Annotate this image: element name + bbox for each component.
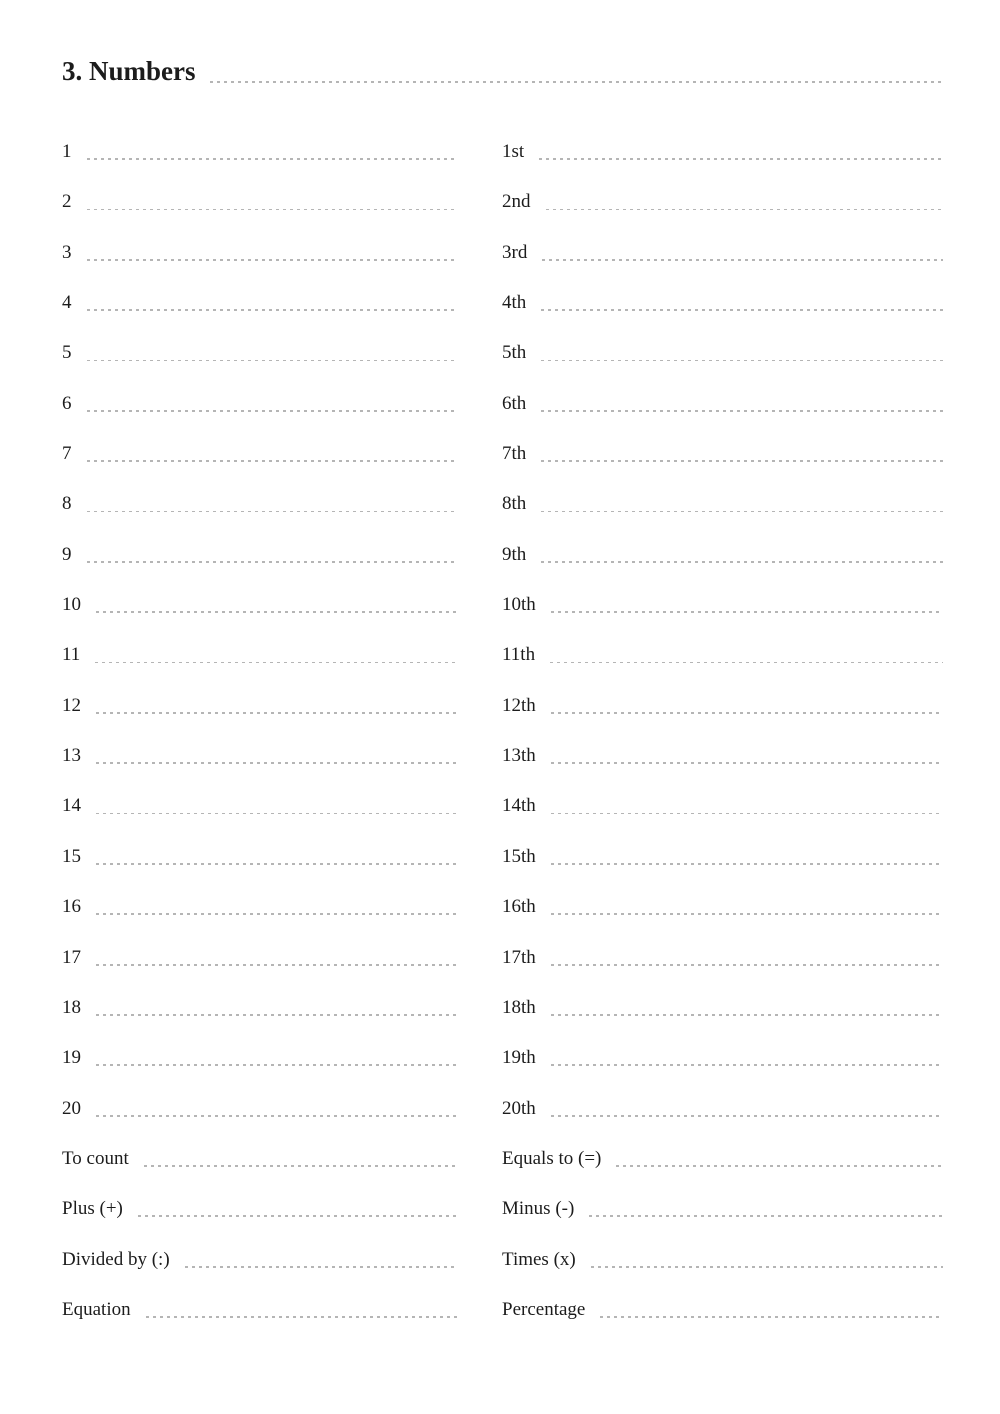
blank-line-13 — [96, 762, 458, 764]
row-5 — [62, 329, 458, 379]
label-1: 1 — [62, 141, 72, 162]
row-to-count — [62, 1135, 458, 1185]
row-1 — [62, 128, 458, 178]
label-4: 4 — [62, 292, 72, 314]
row-12th — [502, 682, 943, 732]
row-8 — [62, 480, 458, 530]
blank-line-19th — [551, 1064, 943, 1066]
label-3: 3 — [62, 241, 72, 263]
label-4th: 4th — [502, 292, 527, 314]
row-19th — [502, 1034, 943, 1084]
label-divided-by: Divided by (:) — [62, 1248, 170, 1270]
label-minus: Minus (-) — [502, 1198, 575, 1220]
row-13th — [502, 732, 943, 782]
row-5th — [502, 329, 943, 379]
blank-line-4th — [541, 309, 943, 311]
label-16th: 16th — [502, 896, 536, 918]
row-20th — [502, 1085, 943, 1135]
label-1st: 1st — [502, 141, 525, 162]
row-3rd — [502, 229, 943, 279]
label-13th: 13th — [502, 745, 536, 767]
row-15 — [62, 833, 458, 883]
row-6th — [502, 380, 943, 430]
blank-line-17 — [96, 964, 458, 966]
row-8th — [502, 480, 943, 530]
blank-line-5 — [87, 360, 459, 362]
label-plus: Plus (+) — [62, 1198, 123, 1220]
blank-line-8 — [87, 511, 459, 513]
two-column-layout — [62, 128, 943, 1336]
label-13: 13 — [62, 745, 81, 767]
label-19: 19 — [62, 1047, 81, 1069]
row-16th — [502, 883, 943, 933]
label-18: 18 — [62, 996, 81, 1018]
label-16: 16 — [62, 896, 81, 918]
blank-line-3rd — [542, 259, 943, 261]
label-12: 12 — [62, 694, 81, 716]
label-equals-to: Equals to (=) — [502, 1147, 602, 1169]
row-7 — [62, 430, 458, 480]
blank-line-17th — [551, 964, 943, 966]
row-19 — [62, 1034, 458, 1084]
label-20th: 20th — [502, 1097, 536, 1119]
section-header — [62, 57, 943, 85]
row-4th — [502, 279, 943, 329]
blank-line-16 — [96, 913, 458, 915]
row-20 — [62, 1085, 458, 1135]
row-18 — [62, 984, 458, 1034]
label-18th: 18th — [502, 996, 536, 1018]
row-10th — [502, 581, 943, 631]
row-1st — [502, 128, 943, 178]
blank-line-20 — [96, 1115, 458, 1117]
row-11 — [62, 631, 458, 681]
label-equation: Equation — [62, 1298, 131, 1320]
blank-line-8th — [541, 511, 943, 513]
blank-line-16th — [551, 913, 943, 915]
label-9: 9 — [62, 543, 72, 565]
blank-line-4 — [87, 309, 459, 311]
ordinal-numbers-column — [502, 128, 943, 1336]
blank-line-15th — [551, 863, 943, 865]
blank-line-19 — [96, 1064, 458, 1066]
label-15th: 15th — [502, 845, 536, 867]
blank-line-equation — [146, 1316, 458, 1318]
row-equation — [62, 1286, 458, 1336]
blank-line-20th — [551, 1115, 943, 1117]
cardinal-numbers-column — [62, 128, 458, 1336]
blank-line-minus — [589, 1215, 943, 1217]
row-14 — [62, 782, 458, 832]
blank-line-10 — [96, 611, 458, 613]
label-8th: 8th — [502, 493, 527, 515]
label-11th: 11th — [502, 644, 536, 666]
blank-line-divided-by — [185, 1266, 458, 1268]
label-7th: 7th — [502, 443, 527, 465]
blank-line-2 — [87, 209, 459, 211]
blank-line-12 — [96, 712, 458, 714]
label-14th: 14th — [502, 795, 536, 817]
blank-line-times-x — [591, 1266, 943, 1268]
label-2nd: 2nd — [502, 191, 531, 213]
row-15th — [502, 833, 943, 883]
blank-line-1 — [87, 158, 459, 160]
label-6th: 6th — [502, 392, 527, 414]
row-7th — [502, 430, 943, 480]
label-to-count: To count — [62, 1147, 129, 1169]
label-2: 2 — [62, 191, 72, 213]
page-title: 3. Numbers — [62, 56, 196, 86]
blank-line-2nd — [546, 209, 944, 211]
row-11th — [502, 631, 943, 681]
row-minus — [502, 1185, 943, 1235]
blank-line-percentage — [600, 1316, 943, 1318]
label-times-x: Times (x) — [502, 1248, 576, 1270]
row-equals-to — [502, 1135, 943, 1185]
row-4 — [62, 279, 458, 329]
row-percentage — [502, 1286, 943, 1336]
label-12th: 12th — [502, 694, 536, 716]
row-10 — [62, 581, 458, 631]
row-times-x — [502, 1236, 943, 1286]
label-5: 5 — [62, 342, 72, 364]
label-17: 17 — [62, 946, 81, 968]
blank-line-6th — [541, 410, 943, 412]
blank-line-12th — [551, 712, 943, 714]
label-7: 7 — [62, 443, 72, 465]
blank-line-15 — [96, 863, 458, 865]
label-10th: 10th — [502, 594, 536, 616]
label-8: 8 — [62, 493, 72, 515]
label-20: 20 — [62, 1097, 81, 1119]
blank-line-plus — [138, 1215, 458, 1217]
blank-line-9 — [87, 561, 459, 563]
blank-line-7 — [87, 460, 459, 462]
row-13 — [62, 732, 458, 782]
blank-line-11th — [550, 662, 943, 664]
label-percentage: Percentage — [502, 1298, 586, 1320]
label-5th: 5th — [502, 342, 527, 364]
blank-line-9th — [541, 561, 943, 563]
label-14: 14 — [62, 795, 81, 817]
row-9th — [502, 531, 943, 581]
label-19th: 19th — [502, 1047, 536, 1069]
label-6: 6 — [62, 392, 72, 414]
label-3rd: 3rd — [502, 241, 528, 263]
blank-line-to-count — [144, 1165, 458, 1167]
blank-line-18 — [96, 1014, 458, 1016]
blank-line-6 — [87, 410, 459, 412]
label-15: 15 — [62, 845, 81, 867]
row-12 — [62, 682, 458, 732]
title-blank-line — [210, 81, 944, 83]
row-9 — [62, 531, 458, 581]
blank-line-14 — [96, 813, 458, 815]
row-2 — [62, 178, 458, 228]
row-divided-by — [62, 1236, 458, 1286]
row-plus — [62, 1185, 458, 1235]
row-17 — [62, 934, 458, 984]
label-11: 11 — [62, 644, 81, 666]
blank-line-18th — [551, 1014, 943, 1016]
row-14th — [502, 782, 943, 832]
blank-line-10th — [551, 611, 943, 613]
blank-line-3 — [87, 259, 459, 261]
blank-line-7th — [541, 460, 943, 462]
blank-line-5th — [541, 360, 943, 362]
row-16 — [62, 883, 458, 933]
blank-line-1st — [539, 158, 943, 160]
row-6 — [62, 380, 458, 430]
row-17th — [502, 934, 943, 984]
row-3 — [62, 229, 458, 279]
blank-line-14th — [551, 813, 943, 815]
label-10: 10 — [62, 594, 81, 616]
blank-line-13th — [551, 762, 943, 764]
row-18th — [502, 984, 943, 1034]
label-9th: 9th — [502, 543, 527, 565]
label-17th: 17th — [502, 946, 536, 968]
blank-line-equals-to — [616, 1165, 943, 1167]
blank-line-11 — [95, 662, 458, 664]
row-2nd — [502, 178, 943, 228]
